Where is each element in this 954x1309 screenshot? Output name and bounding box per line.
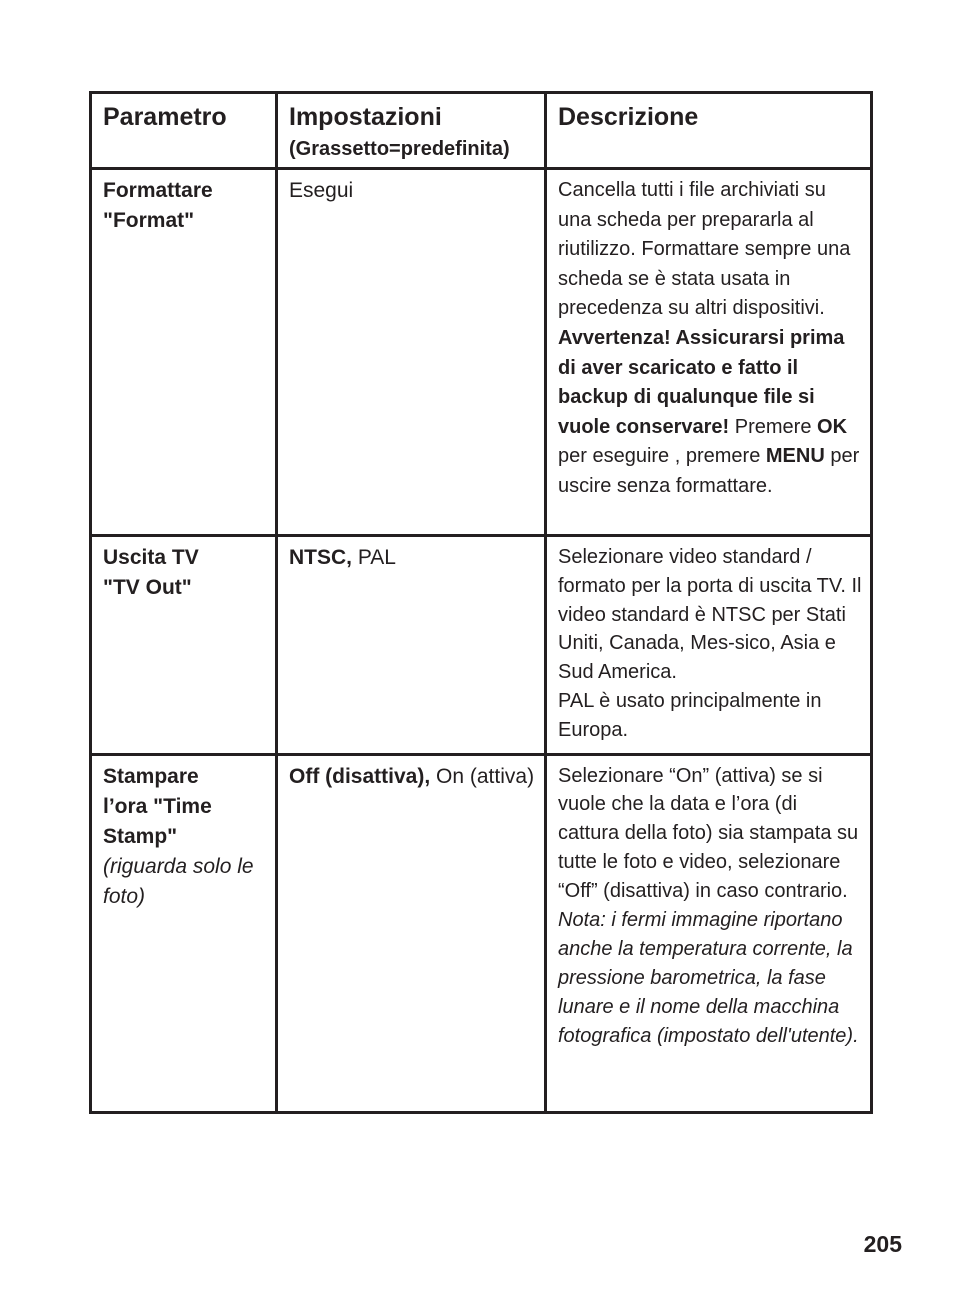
- header-settings: [277, 93, 546, 169]
- param-note: (riguarda solo le foto): [103, 854, 254, 908]
- description-text: per eseguire , premere: [558, 445, 761, 468]
- param-name-en: Stamp": [103, 824, 178, 848]
- param-name-en: "Format": [103, 209, 195, 232]
- setting-cell: [277, 169, 546, 536]
- setting-default: Off (disattiva),: [289, 764, 431, 788]
- description-text: PAL è usato principalmente in Europa.: [558, 689, 822, 741]
- param-name: Stampare: [103, 764, 199, 788]
- page-number: 205: [863, 1231, 902, 1257]
- description-cell: [546, 536, 872, 755]
- setting-value: Esegui: [289, 179, 354, 202]
- param-cell: [91, 536, 277, 755]
- table-header-row: [91, 93, 872, 169]
- header-parameter-label: Parametro: [103, 103, 227, 131]
- header-parameter: [91, 93, 277, 169]
- ok-key-label: OK: [817, 415, 848, 438]
- header-settings-note: (Grassetto=predefinita): [289, 138, 510, 160]
- setting-cell: [277, 536, 546, 755]
- table-row: [91, 536, 872, 755]
- description-text: Selezionare video standard / formato per la porta di uscita TV. Il video standard è NTSC per Stati Uniti, Canada, Mes-sico, Asia e Sud America.: [558, 546, 862, 684]
- description-cell: [546, 754, 872, 1112]
- menu-key-label: MENU: [765, 445, 825, 468]
- param-cell: [91, 754, 277, 1112]
- param-name: Formattare: [103, 179, 213, 202]
- table-row: [91, 169, 872, 536]
- param-name-en: "TV Out": [103, 576, 192, 599]
- header-settings-label: Impostazioni: [289, 103, 442, 131]
- setting-cell: [277, 754, 546, 1112]
- header-description-label: Descrizione: [558, 103, 699, 131]
- description-text: Cancella tutti i file archiviati su una scheda per prepararla al riutilizzo. Formattare sempre una scheda se è stata usata in precedenza su altri dispositivi.: [558, 179, 851, 320]
- setting-option: PAL: [357, 546, 396, 569]
- description-note: Nota: i fermi immagine riportano anche la temperatura corrente, la pressione barometrica, la fase lunare e il nome della macchina fotografica (impostato dell'utente).: [558, 909, 859, 1047]
- param-name: Uscita TV: [103, 546, 199, 569]
- param-name: l’ora "Time: [103, 794, 212, 818]
- description-cell: [546, 169, 872, 536]
- settings-table: [89, 91, 873, 1114]
- setting-default: NTSC,: [289, 546, 352, 569]
- description-text: Premere: [734, 415, 812, 438]
- header-description: [546, 93, 872, 169]
- param-cell: [91, 169, 277, 536]
- setting-option: On (attiva): [436, 764, 535, 788]
- description-text: Selezionare “On” (attiva) se si vuole che la data e l’ora (di cattura della foto) sia stampata su tutte le foto e video, selezionare “Off” (disattiva) in caso contrario.: [558, 764, 859, 903]
- table-row: [91, 754, 872, 1112]
- warning-text: Avvertenza! Assicurarsi prima di aver scaricato e fatto il backup di qualunque file si vuole conservare!: [558, 326, 845, 438]
- description-text: per uscire senza formattare.: [558, 445, 860, 497]
